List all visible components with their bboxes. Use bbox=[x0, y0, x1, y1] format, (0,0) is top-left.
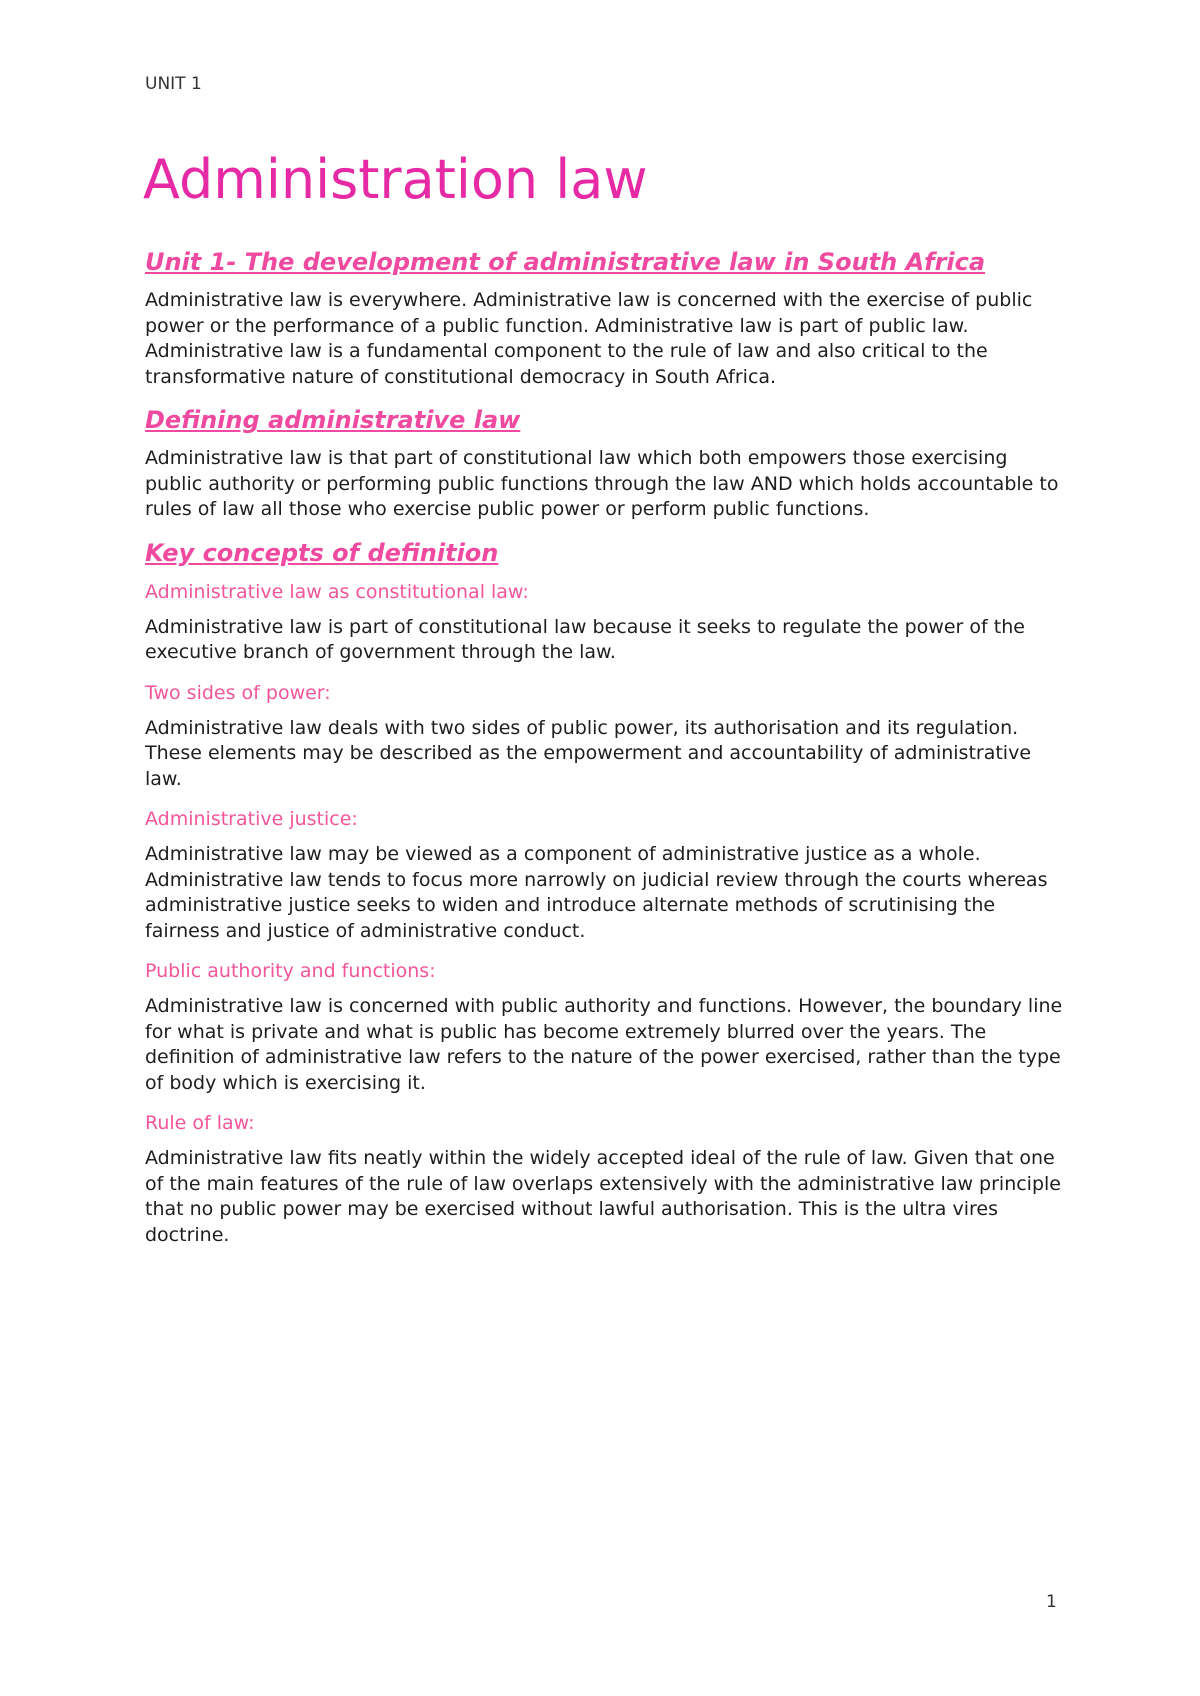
paragraph-constitutional-law: Administrative law is part of constitutional law because it seeks to regulate the power of the executive branch of government through the law. bbox=[145, 615, 1025, 663]
paragraph-rule-of-law: Administrative law fits neatly within the widely accepted ideal of the rule of law. Given that one of the main features of the rule of law overlaps extensively with the administrative law principle that no public power may be exercised without lawful authorisation. This is the ultra vires doctrine. bbox=[145, 1147, 1061, 1246]
document-body bbox=[145, 246, 1065, 1262]
page-header: UNIT 1 bbox=[145, 74, 202, 94]
paragraph-administrative-justice: Administrative law may be viewed as a component of administrative justice as a whole. Administrative law tends to focus more narrowly on judicial review through the courts whereas administrative justice seeks to widen and introduce alternate methods of scrutinising the fairness and justice of administrative conduct. bbox=[145, 843, 1048, 942]
subheading-two-sides-of-power: Two sides of power: bbox=[145, 681, 331, 704]
section-heading-unit-1: Unit 1- The development of administrative law in South Africa bbox=[145, 248, 986, 276]
subheading-rule-of-law: Rule of law: bbox=[145, 1112, 255, 1134]
paragraph-public-authority: Administrative law is concerned with public authority and functions. However, the boundary line for what is private and what is public has become extremely blurred over the years. The definition of administrative law refers to the nature of the power exercised, rather than the type of body which is exercising it. bbox=[145, 995, 1063, 1094]
page-number: 1 bbox=[1046, 1592, 1057, 1612]
section-heading-defining: Defining administrative law bbox=[145, 406, 521, 434]
paragraph-two-sides-of-power: Administrative law deals with two sides of public power, its authorisation and its regulation. These elements may be described as the empowerment and accountability of administrative law. bbox=[145, 716, 1032, 790]
subheading-public-authority: Public authority and functions: bbox=[145, 960, 436, 982]
section-heading-key-concepts: Key concepts of definition bbox=[145, 538, 499, 567]
section-paragraph-defining: Administrative law is that part of constitutional law which both empowers those exercising public authority or performing public functions through the law AND which holds accountable to rules of law all those who exercise public power or perform public functions. bbox=[145, 447, 1059, 520]
document-title: Administration law bbox=[143, 148, 648, 211]
subheading-administrative-justice: Administrative justice: bbox=[145, 808, 358, 830]
subheading-constitutional-law: Administrative law as constitutional law: bbox=[145, 580, 529, 603]
section-paragraph-unit-1: Administrative law is everywhere. Administrative law is concerned with the exercise of public power or the performance of a public function. Administrative law is part of public law. Administrative law is a fundamental component to the rule of law and also critical to the transformative nature of constitutional democracy in South Africa. bbox=[145, 289, 1033, 388]
